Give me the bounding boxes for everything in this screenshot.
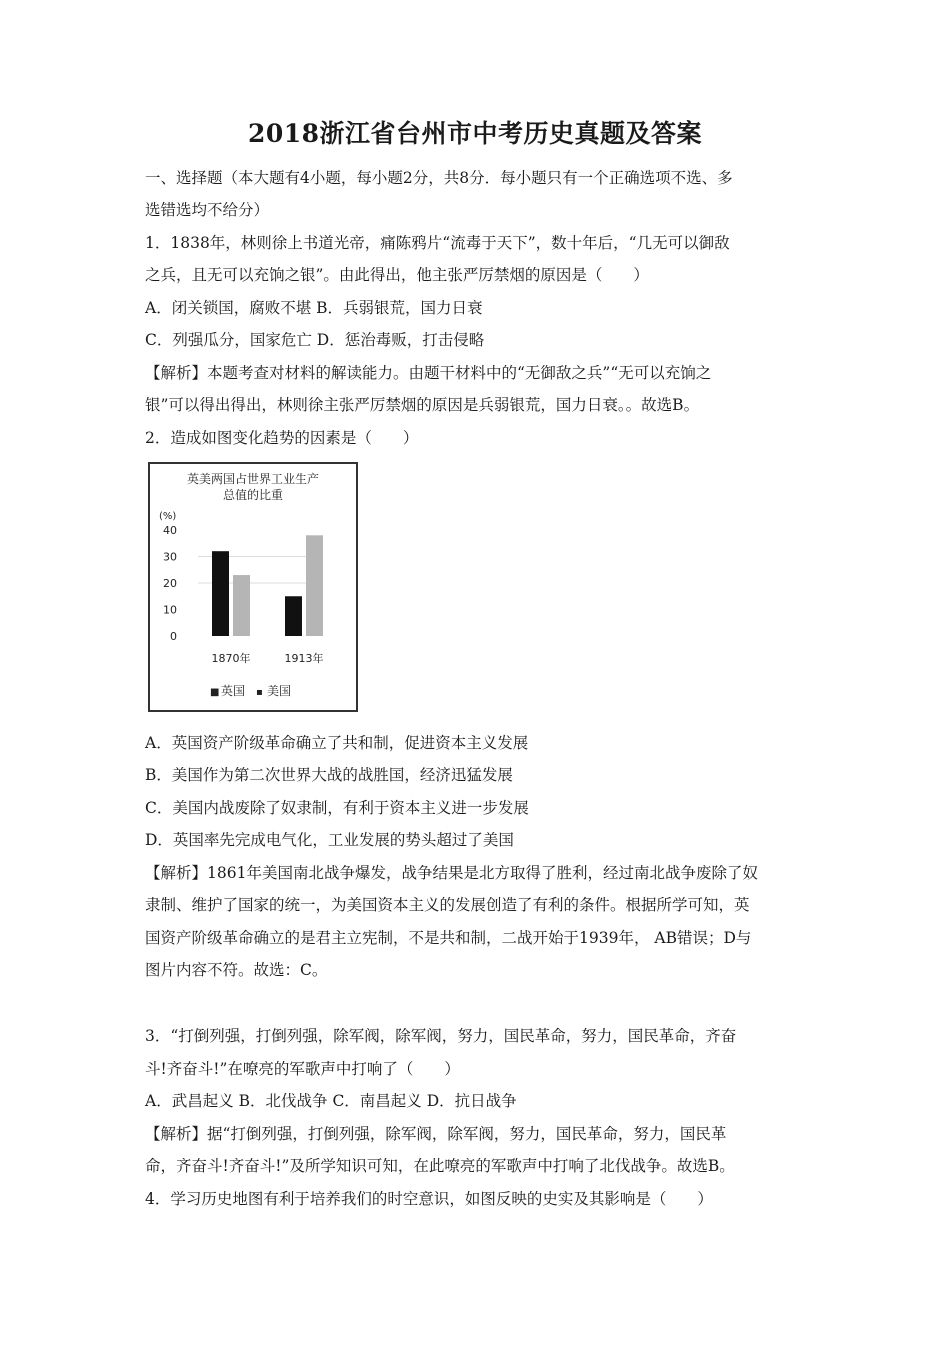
question-2-analysis-cont-3: 图片内容不符。故选：C。 (145, 961, 328, 979)
y-tick-label: 30 (163, 550, 177, 564)
question-2-option-c: C．美国内战废除了奴隶制，有利于资本主义进一步发展 (145, 799, 529, 817)
bar-us-1870 (233, 575, 250, 636)
question-1-analysis: 【解析】本题考查对材料的解读能力。由题干材料中的“无御敌之兵”“无可以充饷之 (145, 364, 712, 382)
question-4-stem: 4．学习历史地图有利于培养我们的时空意识，如图反映的史实及其影响是（ ） (145, 1190, 713, 1208)
question-1-options-ab: A．闭关锁国，腐败不堪 B．兵弱银荒，国力日衰 (145, 299, 483, 317)
question-2-stem: 2．造成如图变化趋势的因素是（ ） (145, 429, 419, 447)
y-axis-label: (%) (159, 511, 177, 522)
question-1-analysis-cont: 银”可以得出得出，林则徐主张严厉禁烟的原因是兵弱银荒，国力日衰。。故选B。 (145, 396, 700, 414)
page-title: 2018浙江省台州市中考历史真题及答案 (247, 119, 703, 148)
question-3-analysis: 【解析】据“打倒列强，打倒列强，除军阀，除军阀，努力，国民革命，努力，国民革 (145, 1125, 727, 1143)
question-2-analysis-cont-1: 隶制、维护了国家的统一，为美国资本主义的发展创造了有利的条件。根据所学可知，英 (145, 896, 750, 914)
y-tick-label: 0 (170, 630, 177, 643)
question-1-stem-cont: 之兵，且无可以充饷之银”。由此得出，他主张严厉禁烟的原因是（ ） (145, 266, 649, 284)
question-2-analysis-cont-2: 国资产阶级革命确立的是君主立宪制，不是共和制，二战开始于1939年， AB错误；D与 (145, 929, 752, 947)
bar-us-1913 (306, 535, 323, 636)
bar-chart (150, 464, 356, 710)
question-2-option-b: B．美国作为第二次世界大战的战胜国，经济迅猛发展 (145, 766, 513, 784)
question-2-analysis: 【解析】1861年美国南北战争爆发，战争结果是北方取得了胜利，经过南北战争废除了奴 (145, 864, 758, 882)
question-2-option-a: A．英国资产阶级革命确立了共和制，促进资本主义发展 (145, 734, 529, 752)
question-3-stem-cont: 斗!齐奋斗!”在嘹亮的军歌声中打响了（ ） (145, 1060, 460, 1078)
bar-uk-1870 (212, 551, 229, 636)
legend-label: 美国 (267, 684, 292, 698)
x-tick-label: 1870年 (211, 652, 251, 665)
section-heading-cont: 选错选均不给分） (145, 201, 270, 219)
y-tick-label: 10 (163, 603, 177, 617)
question-1-options-cd: C．列强瓜分，国家危亡 D．惩治毒贩，打击侵略 (145, 331, 485, 349)
question-2-option-d: D．英国率先完成电气化，工业发展的势头超过了美国 (145, 831, 514, 849)
bar-uk-1913 (285, 596, 302, 636)
legend-marker: ▪ (256, 687, 263, 698)
question-1-stem: 1．1838年，林则徐上书道光帝，痛陈鸦片“流毒于天下”，数十年后，“几无可以御敌 (145, 234, 730, 252)
y-tick-label: 40 (163, 524, 177, 537)
legend-label: 英国 (221, 684, 246, 698)
legend-marker: ■ (210, 687, 220, 698)
question-3-analysis-cont: 命，齐奋斗!齐奋斗!”及所学知识可知，在此嘹亮的军歌声中打响了北伐战争。故选B。 (145, 1157, 735, 1175)
x-tick-label: 1913年 (284, 652, 324, 665)
question-3-stem: 3．“打倒列强，打倒列强，除军阀，除军阀，努力，国民革命，努力，国民革命，齐奋 (145, 1027, 737, 1045)
bar-chart-figure (148, 462, 358, 712)
y-tick-label: 20 (163, 577, 177, 590)
chart-title-line1: 英美两国占世界工业生产 (186, 472, 320, 486)
chart-title-line2: 总值的比重 (222, 488, 284, 502)
section-heading: 一、选择题（本大题有4小题，每小题2分，共8分．每小题只有一个正确选项不选、多 (145, 169, 733, 187)
question-3-options: A．武昌起义 B．北伐战争 C．南昌起义 D．抗日战争 (145, 1092, 517, 1110)
